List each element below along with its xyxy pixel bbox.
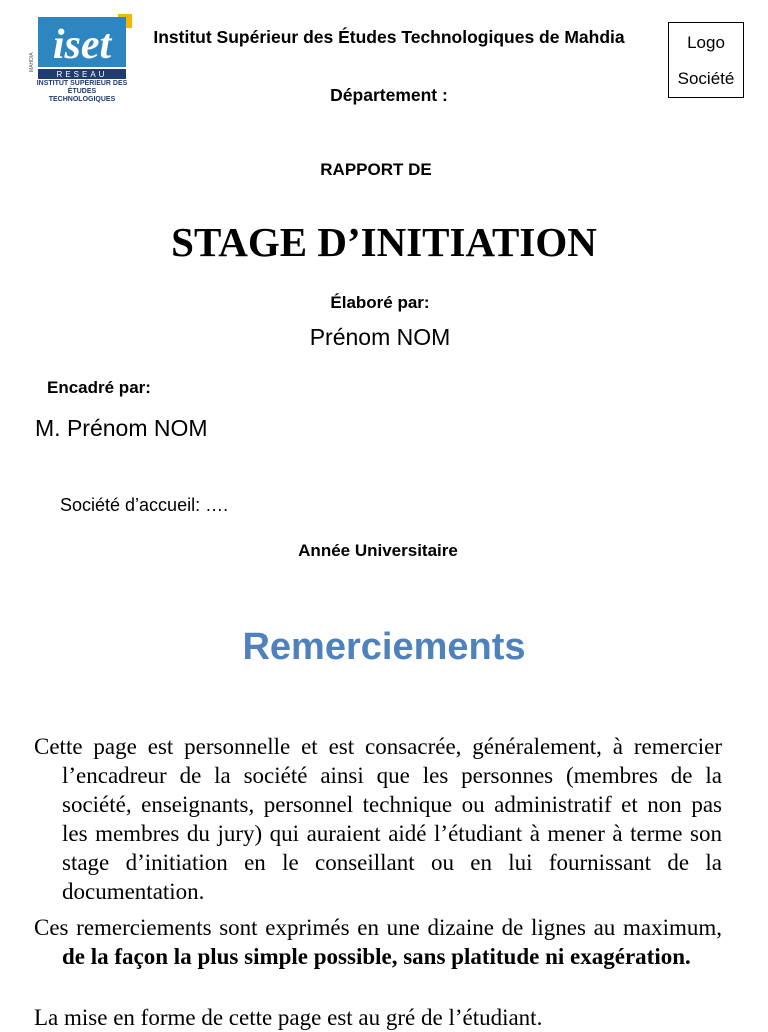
report-title: STAGE D’INITIATION [171, 219, 597, 265]
academic-year: Année Universitaire [298, 541, 458, 560]
host-company: Société d’accueil: …. [60, 495, 229, 515]
paragraph-2-bold-text: de la façon la plus simple possible, sans platitude ni exagération. [62, 944, 691, 969]
svg-text:RESEAU: RESEAU [56, 70, 108, 79]
acknowledgements-paragraph-2 [34, 913, 722, 971]
acknowledgements-heading: Remerciements [242, 626, 526, 668]
supervisor-name: M. Prénom NOM [35, 415, 208, 441]
prepared-by-label: Élaboré par: [330, 293, 430, 312]
svg-text:iset: iset [52, 22, 112, 68]
svg-text:MAHDIA: MAHDIA [29, 52, 35, 72]
acknowledgements-paragraph-1: Cette page est personnelle et est consacrée, généralement, à remercier l’encadreur de la société ainsi que les personnes (membres de la société, enseignants, personnel technique ou administratif et non pas les membres du jury) qui auraient aidé l’étudiant à mener à terme son stage d’initiation en le conseillant ou en lui fournissant de la documentation. [34, 734, 722, 904]
company-logo-line2: Société [677, 69, 735, 88]
institute-name: Institut Supérieur des Études Technologiques de Mahdia [153, 27, 625, 47]
iset-logo: iset RESEAU MAHDIA INSTITUT SUPÉRIEUR DES ÉTUDES TECHNOLOGIQUES [30, 14, 132, 106]
paragraph-2-text: Ces remerciements sont exprimés en une dizaine de lignes au maximum, [34, 915, 722, 940]
student-name: Prénom NOM [309, 324, 451, 350]
company-logo-placeholder [668, 22, 744, 98]
department-label: Département : [330, 85, 448, 105]
company-logo-line1: Logo [687, 33, 725, 52]
acknowledgements-paragraph-3: La mise en forme de cette page est au gré de l’étudiant. [34, 1005, 543, 1030]
supervised-by-label: Encadré par: [47, 378, 151, 397]
report-of-label: RAPPORT DE [320, 160, 432, 179]
